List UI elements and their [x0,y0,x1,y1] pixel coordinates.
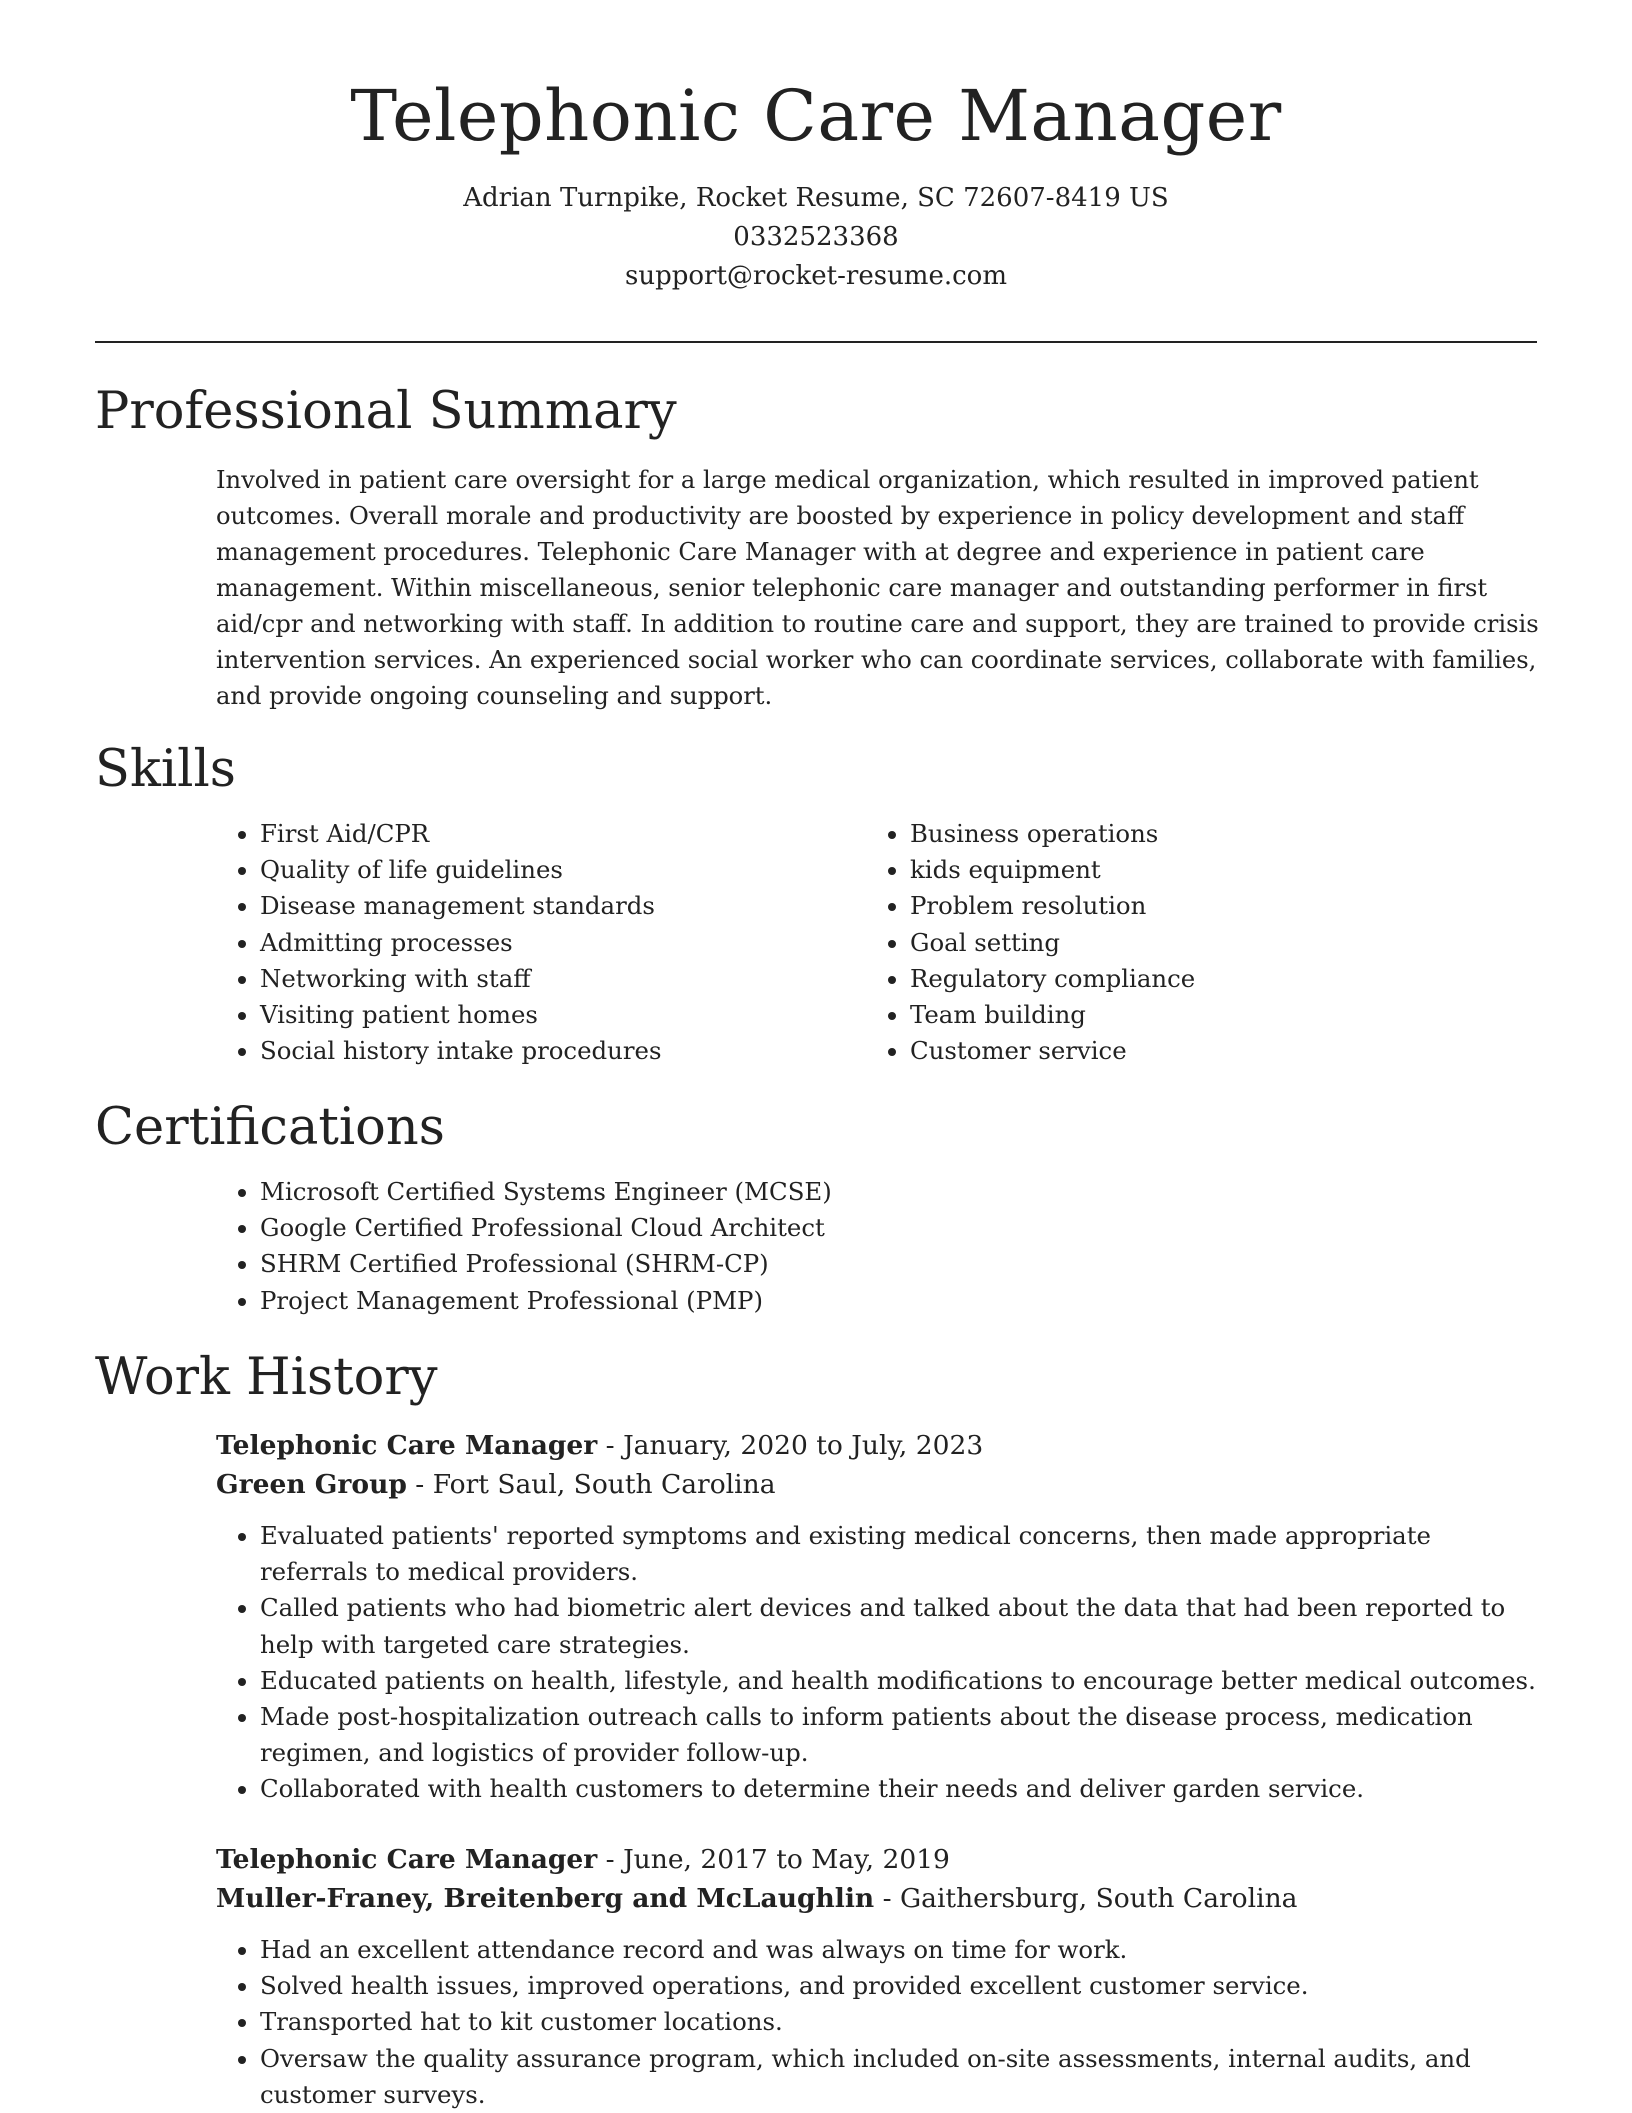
certifications-list [216,1174,1560,1319]
candidate-name: Telephonic Care Manager [350,75,1282,157]
job-bullet: • Transported hat to kit customer locations. [260,2004,1546,2040]
contact-info [95,179,1537,296]
job-bullet: • Made post-hospitalization outreach calls to inform patients about the disease process, medication regimen, and logistics of provider follow-up. [260,1699,1546,1771]
summary-heading: Professional Summary [95,382,677,441]
resume-header [95,75,1537,296]
skills-heading: Skills [95,740,236,799]
phone: 0332523368 [733,222,899,252]
skill-item: • Problem resolution [910,888,1510,924]
certification-item: • Project Management Professional (PMP) [260,1283,1560,1319]
job-role: Telephonic Care Manager [216,1430,598,1461]
work-history-heading: Work History [95,1348,438,1407]
skill-item: • Visiting patient homes [260,997,860,1033]
job-company-line [216,1879,1546,1918]
job-company: Muller-Franey, Breitenberg and McLaughlin [216,1883,875,1914]
separator: - [406,1469,433,1500]
skill-item: • Business operations [910,816,1510,852]
certifications-heading: Certifications [95,1098,445,1157]
skill-item: • Social history intake procedures [260,1033,860,1069]
skill-item: • Customer service [910,1033,1510,1069]
job-role: Telephonic Care Manager [216,1844,598,1875]
skills-list-right [866,816,1510,1069]
job-entry [216,1840,1546,2113]
separator: - [597,1844,624,1875]
skill-item: • Team building [910,997,1510,1033]
skill-item: • Disease management standards [260,888,860,924]
job-bullet: • Collaborated with health customers to determine their needs and deliver garden service. [260,1771,1546,1807]
certification-item: • Google Certified Professional Cloud Architect [260,1210,1560,1246]
job-company-line [216,1465,1546,1504]
job-bullets [216,1932,1546,2113]
job-dates: January, 2020 to July, 2023 [623,1430,984,1461]
summary-text: Involved in patient care oversight for a large medical organization, which resulted in improved patient outcomes. Overall morale and productivity are boosted by experience in policy development and staff management procedures. Telephonic Care Manager with at degree and experience in patient care management. Within miscellaneous, senior telephonic care manager and outstanding performer in first aid/cpr and networking with staff. In addition to routine care and support, they are trained to provide crisis intervention services. An experienced social worker who can coordinate services, collaborate with families, and provide ongoing counseling and support. [216,466,1539,710]
separator: - [874,1883,900,1914]
job-dates: June, 2017 to May, 2019 [623,1844,950,1875]
job-location: Gaithersburg, South Carolina [899,1883,1298,1914]
job-location: Fort Saul, South Carolina [432,1469,776,1500]
address: Adrian Turnpike, Rocket Resume, SC 72607-8419 US [463,183,1169,213]
job-title-line [216,1840,1546,1879]
job-title-line [216,1426,1546,1465]
skill-item: • Regulatory compliance [910,961,1510,997]
header-divider [95,341,1537,343]
skills-list-left [216,816,860,1069]
skill-item: • Networking with staff [260,961,860,997]
job-bullet: • Educated patients on health, lifestyle, and health modifications to encourage better medical outcomes. [260,1663,1546,1699]
job-bullet: • Had an excellent attendance record and was always on time for work. [260,1932,1546,1968]
job-bullet: • Solved health issues, improved operations, and provided excellent customer service. [260,1968,1546,2004]
skill-item: • kids equipment [910,852,1510,888]
skill-item: • First Aid/CPR [260,816,860,852]
job-bullet: • Oversaw the quality assurance program, which included on-site assessments, internal audits, and customer surveys. [260,2041,1546,2113]
skill-item: • Quality of life guidelines [260,852,860,888]
email: support@rocket-resume.com [624,261,1007,291]
skill-item: • Admitting processes [260,925,860,961]
separator: - [597,1430,624,1461]
skill-item: • Goal setting [910,925,1510,961]
job-bullet: • Called patients who had biometric alert devices and talked about the data that had been reported to help with targeted care strategies. [260,1590,1546,1662]
job-bullet: • Evaluated patients' reported symptoms and existing medical concerns, then made appropriate referrals to medical providers. [260,1518,1546,1590]
certification-item: • Microsoft Certified Systems Engineer (MCSE) [260,1174,1560,1210]
job-bullets [216,1518,1546,1808]
certification-item: • SHRM Certified Professional (SHRM-CP) [260,1246,1560,1282]
job-entry [216,1426,1546,1808]
job-company: Green Group [216,1469,407,1500]
